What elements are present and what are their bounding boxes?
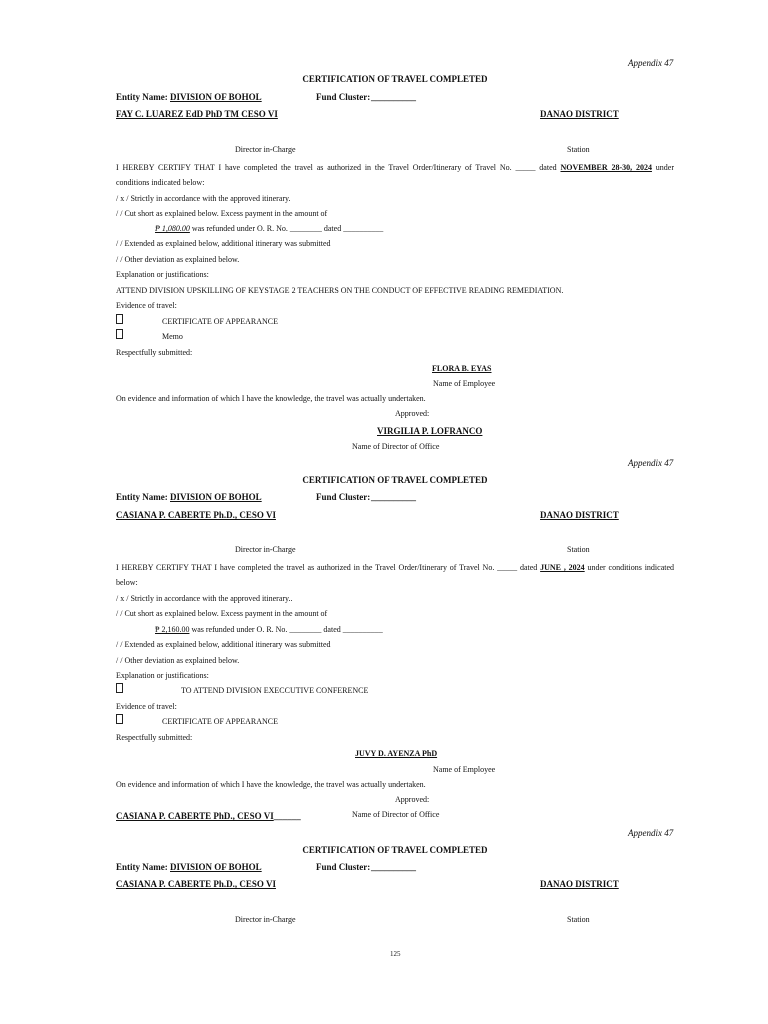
district-name: DANAO DISTRICT — [540, 510, 619, 520]
appendix-label: Appendix 47 — [628, 58, 674, 68]
option-cut-short: / / Cut short as explained below. Excess payment in the amount of — [116, 609, 328, 618]
employee-label: Name of Employee — [433, 765, 496, 774]
fund-cluster-value: __________ — [371, 92, 416, 102]
employee-name: JUVY D. AYENZA PhD — [355, 749, 438, 758]
explanation-label: Explanation or justifications: — [116, 671, 209, 680]
evidence-item: CERTIFICATE OF APPEARANCE — [162, 317, 278, 326]
station-label: Station — [567, 545, 590, 554]
explanation-text: TO ATTEND DIVISION EXECCUTIVE CONFERENCE — [181, 686, 369, 695]
director-name: CASIANA P. CABERTE PhD., CESO VI — [116, 811, 274, 821]
conditions-label: below: — [116, 578, 138, 587]
employee-name: FLORA B. EYAS — [432, 364, 492, 373]
fund-cluster-value: __________ — [371, 862, 416, 872]
director-in-charge-label: Director in-Charge — [235, 545, 296, 554]
form-title: CERTIFICATION OF TRAVEL COMPLETED — [302, 475, 488, 485]
director-in-charge-label: Director in-Charge — [235, 915, 296, 924]
option-strict: / x / Strictly in accordance with the approved itinerary. — [116, 194, 291, 203]
district-name: DANAO DISTRICT — [540, 879, 619, 889]
evidence-label: Evidence of travel: — [116, 301, 177, 310]
appendix-label: Appendix 47 — [628, 458, 674, 468]
appendix-label: Appendix 47 — [628, 828, 674, 838]
respectfully-label: Respectfully submitted: — [116, 348, 193, 357]
director-name-line: CASIANA P. CABERTE PhD., CESO VI______ — [116, 811, 301, 821]
certify-statement: I HEREBY CERTIFY THAT I have completed the travel as authorized in the Travel Order/Itinerary of Travel No. _____ dated JUNE , 2024 under conditions indicated — [116, 563, 675, 572]
official-name: CASIANA P. CABERTE Ph.D., CESO VI — [116, 510, 276, 520]
travel-date: NOVEMBER 28-30, 2024 — [560, 163, 652, 172]
director-office-label: Name of Director of Office — [352, 442, 440, 451]
official-name: CASIANA P. CABERTE Ph.D., CESO VI — [116, 879, 276, 889]
option-strict: / x / Strictly in accordance with the approved itinerary.. — [116, 594, 293, 603]
excess-amount: ₱ 1,080.00 — [155, 224, 190, 233]
option-extended: / / Extended as explained below, additional itinerary was submitted — [116, 239, 331, 248]
evidence-item: CERTIFICATE OF APPEARANCE — [162, 717, 278, 726]
approved-label: Approved: — [395, 795, 430, 804]
explanation-label: Explanation or justifications: — [116, 270, 209, 279]
entity-name-value: DIVISION OF BOHOL — [170, 862, 262, 872]
checkbox-icon — [116, 714, 123, 724]
refund-line: ₱ 1,080.00 was refunded under O. R. No. ________ dated __________ — [155, 224, 384, 233]
checkbox-icon — [116, 329, 123, 339]
entity-name-label: Entity Name: — [116, 492, 168, 502]
checkbox-icon — [116, 314, 123, 324]
conditions-label: conditions indicated below: — [116, 178, 205, 187]
refund-line: ₱ 2,160.00 was refunded under O. R. No. ________ dated __________ — [155, 625, 383, 634]
entity-name-value: DIVISION OF BOHOL — [170, 492, 262, 502]
certify-statement: I HEREBY CERTIFY THAT I have completed the travel as authorized in the Travel Order/Itinerary of Travel No. _____ dated NOVEMBER 28-30, 2024 under — [116, 163, 675, 172]
entity-name-label: Entity Name: — [116, 92, 168, 102]
official-name: FAY C. LUAREZ EdD PhD TM CESO VI — [116, 109, 278, 119]
evidence-statement: On evidence and information of which I have the knowledge, the travel was actually undertaken. — [116, 394, 426, 403]
station-label: Station — [567, 915, 590, 924]
evidence-statement: On evidence and information of which I have the knowledge, the travel was actually undertaken. — [116, 780, 426, 789]
checkbox-icon — [116, 683, 123, 693]
fund-cluster-label: Fund Cluster: — [316, 862, 371, 872]
option-other: / / Other deviation as explained below. — [116, 255, 240, 264]
option-extended: / / Extended as explained below, additional itinerary was submitted — [116, 640, 331, 649]
form-title: CERTIFICATION OF TRAVEL COMPLETED — [302, 74, 488, 84]
approved-label: Approved: — [395, 409, 430, 418]
page-number: 125 — [390, 950, 401, 958]
respectfully-label: Respectfully submitted: — [116, 733, 193, 742]
option-other: / / Other deviation as explained below. — [116, 656, 240, 665]
director-office-label: Name of Director of Office — [352, 810, 440, 819]
district-name: DANAO DISTRICT — [540, 109, 619, 119]
director-name: VIRGILIA P. LOFRANCO — [377, 426, 483, 436]
fund-cluster-label: Fund Cluster: — [316, 492, 371, 502]
entity-name-label: Entity Name: — [116, 862, 168, 872]
explanation-text: ATTEND DIVISION UPSKILLING OF KEYSTAGE 2 TEACHERS ON THE CONDUCT OF EFFECTIVE READING REMEDIATION. — [116, 286, 564, 295]
fund-cluster-value: __________ — [371, 492, 416, 502]
fund-cluster-label: Fund Cluster: — [316, 92, 371, 102]
option-cut-short: / / Cut short as explained below. Excess payment in the amount of — [116, 209, 328, 218]
form-title: CERTIFICATION OF TRAVEL COMPLETED — [302, 845, 488, 855]
evidence-label: Evidence of travel: — [116, 702, 177, 711]
travel-date: JUNE , 2024 — [540, 563, 585, 572]
entity-name-value: DIVISION OF BOHOL — [170, 92, 262, 102]
station-label: Station — [567, 145, 590, 154]
employee-label: Name of Employee — [433, 379, 496, 388]
evidence-item: Memo — [162, 332, 183, 341]
director-in-charge-label: Director in-Charge — [235, 145, 296, 154]
excess-amount: ₱ 2,160.00 — [155, 625, 190, 634]
